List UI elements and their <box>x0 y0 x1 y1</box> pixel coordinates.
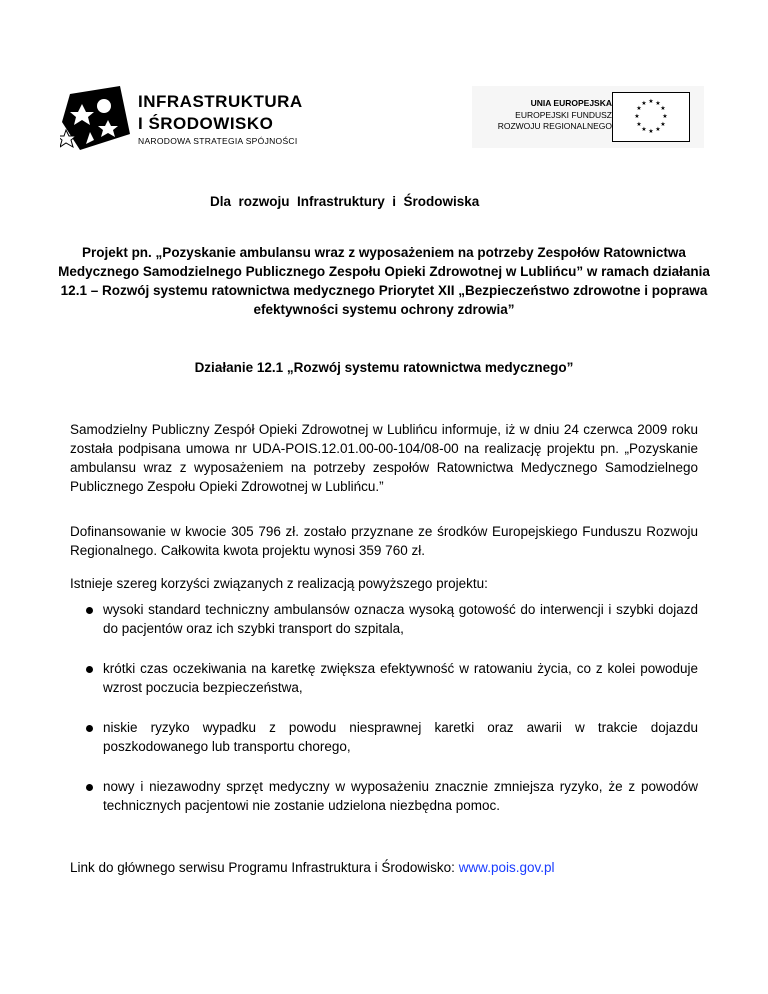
benefits-list <box>70 600 698 836</box>
paragraph-benefits-intro: Istnieje szereg korzyści związanych z realizacją powyższego projektu: <box>70 576 488 591</box>
nss-emblem-icon <box>60 84 136 154</box>
svg-text:★: ★ <box>662 113 668 120</box>
benefit-text: krótki czas oczekiwania na karetkę zwiększa efektywność w ratowaniu życia, co z kolei powoduje wzrost poczucia bezpieczeństwa, <box>103 661 698 695</box>
svg-text:★: ★ <box>634 113 640 120</box>
list-item <box>70 718 698 756</box>
svg-text:★: ★ <box>641 100 647 107</box>
footer-link-line <box>70 860 554 875</box>
eu-logo <box>472 86 704 148</box>
svg-text:★: ★ <box>655 100 661 107</box>
eu-logo-line-1: UNIA EUROPEJSKA <box>530 98 612 108</box>
project-title-text: Projekt pn. „Pozyskanie ambulansu wraz z wyposażeniem na potrzeby Zespołów Ratownictwa Medycznego Samodzielnego Publicznego Zespołu Opieki Zdrowotnej w Lublińcu” w ramach działania 12.1 – Rozwój systemu ratownictwa medycznego Priorytet XII „Bezpieczeństwo zdrowotne i poprawa efektywności systemu ochrony zdrowia” <box>58 245 710 317</box>
bullet-icon <box>86 725 93 732</box>
pois-link[interactable]: www.pois.gov.pl <box>458 860 555 875</box>
svg-text:★: ★ <box>660 121 666 128</box>
logo-line-2: I ŚRODOWISKO <box>138 114 274 133</box>
bullet-icon <box>86 666 93 673</box>
paragraph-intro: Samodzielny Publiczny Zespół Opieki Zdrowotnej w Lublińcu informuje, iż w dniu 24 czerwca 2009 roku została podpisana umowa nr UDA-POIS.12.01.00-00-104/08-00 na realizację projektu pn. „Pozyskanie ambulansu wraz z wyposażeniem na potrzeby zespołów Ratownictwa Medycznego Samodzielnego Publicznego Zespołu Opieki Zdrowotnej w Lublińcu.” <box>70 422 698 494</box>
logo-line-1: INFRASTRUKTURA <box>138 92 303 111</box>
footer-text: Link do głównego serwisu Programu Infrastruktura i Środowisko: <box>70 860 459 875</box>
page-heading: Dla rozwoju Infrastruktury i Środowiska <box>210 194 480 209</box>
bullet-icon <box>86 607 93 614</box>
svg-text:★: ★ <box>648 128 654 135</box>
list-item <box>70 600 698 638</box>
bullet-icon <box>86 784 93 791</box>
infrastruktura-srodowisko-logo <box>60 84 330 154</box>
svg-text:★: ★ <box>636 121 642 128</box>
benefit-text: wysoki standard techniczny ambulansów oznacza wysoką gotowość do interwencji i szybki dojazd do pacjentów oraz ich szybki transport do szpitala, <box>103 602 698 636</box>
svg-text:★: ★ <box>660 105 666 112</box>
project-title <box>0 243 768 319</box>
action-title: Działanie 12.1 „Rozwój systemu ratownictwa medycznego” <box>194 360 574 375</box>
eu-logo-line-3: ROZWOJU REGIONALNEGO <box>497 121 612 131</box>
benefit-text: niskie ryzyko wypadku z powodu niesprawnej karetki oraz awarii w trakcie dojazdu poszkodowanego lub transportu chorego, <box>103 720 698 754</box>
svg-text:★: ★ <box>655 126 661 133</box>
svg-text:★: ★ <box>641 126 647 133</box>
eu-logo-line-2: EUROPEJSKI FUNDUSZ <box>515 110 612 120</box>
svg-text:★: ★ <box>648 98 654 105</box>
benefit-text: nowy i niezawodny sprzęt medyczny w wyposażeniu znacznie zmniejsza ryzyko, że z powodów technicznych pacjentowi nie zostanie udzielona niezbędna pomoc. <box>103 779 698 813</box>
svg-text:★: ★ <box>636 105 642 112</box>
list-item <box>70 777 698 815</box>
eu-flag-icon <box>612 92 690 142</box>
logo-line-3: NARODOWA STRATEGIA SPÓJNOŚCI <box>138 136 298 146</box>
list-item <box>70 659 698 697</box>
paragraph-funding: Dofinansowanie w kwocie 305 796 zł. zostało przyznane ze środków Europejskiego Funduszu Rozwoju Regionalnego. Całkowita kwota projektu wynosi 359 760 zł. <box>70 524 698 558</box>
